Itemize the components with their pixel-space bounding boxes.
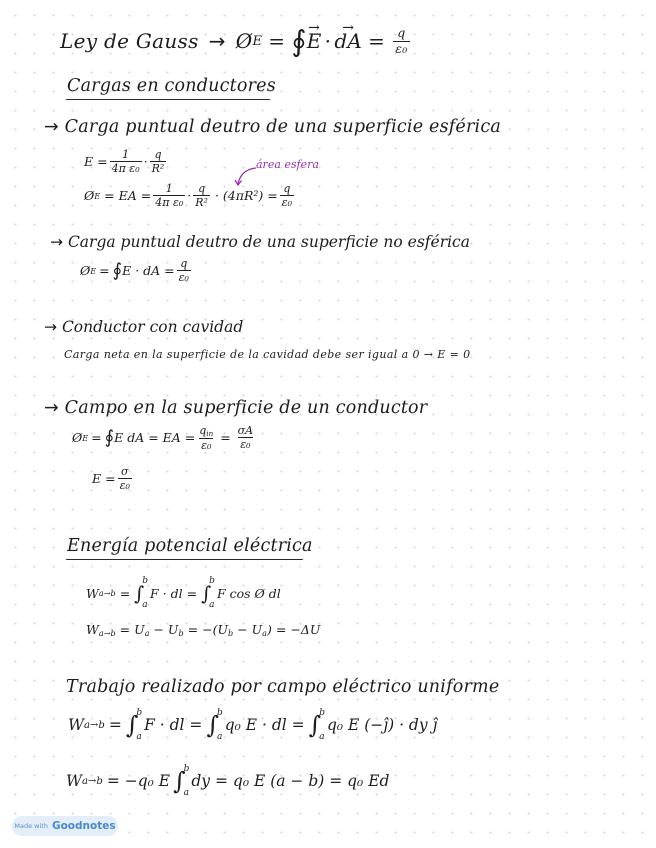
term-neg: = −(U	[187, 622, 228, 637]
flux-subscript: E	[252, 33, 263, 49]
work-subscript: a→b	[98, 628, 116, 639]
integral-icon: ∫	[134, 581, 145, 605]
frac-num: q	[154, 148, 162, 161]
term-ub: − U	[153, 622, 179, 637]
frac-den: ε₀	[240, 438, 251, 452]
frac-den: ε₀	[119, 479, 130, 492]
term-ua: = U	[119, 622, 145, 637]
frac-den: R²	[151, 162, 165, 175]
frac-num: q	[198, 182, 206, 195]
lower-limit: a	[216, 732, 223, 742]
work-symbol: W	[66, 772, 82, 790]
frac-den: ε₀	[178, 271, 189, 284]
qin-subscript: in	[206, 428, 214, 438]
frac-q-eps	[177, 258, 191, 283]
frac-den: ε₀	[281, 196, 293, 209]
underline-energia	[66, 559, 303, 560]
section-title-trabajo: Trabajo realizado por campo eléctrico uniforme	[66, 677, 500, 697]
term-q0e: = −q₀ E	[106, 772, 171, 790]
flux-subscript: E	[90, 265, 97, 276]
badge-prefix: Made with	[14, 822, 48, 830]
upper-limit: b	[142, 576, 149, 586]
integral-icon: ∫	[173, 767, 186, 795]
area-term: · (4πR²) =	[214, 188, 278, 203]
field-formula-esferica	[84, 149, 168, 174]
closed-integral-icon: ∮	[104, 427, 115, 449]
frac-num: σ	[120, 465, 129, 478]
work-subscript: a→b	[83, 719, 105, 731]
section-title-energia: Energía potencial eléctrica	[67, 536, 313, 556]
lower-limit: a	[136, 732, 142, 742]
integrand-2: F cos Ø dl	[216, 585, 281, 601]
equals-sign: =	[91, 430, 102, 446]
trabajo-formula-1	[68, 708, 437, 742]
trabajo-formula-2	[66, 764, 389, 798]
lower-limit: a	[142, 600, 148, 610]
goodnotes-badge[interactable]	[12, 816, 118, 836]
frac-q-r2	[193, 183, 210, 208]
integral-icon-2: ∫	[206, 711, 219, 739]
annotation-area-esfera: área esfera	[256, 158, 319, 171]
dot-operator: ·	[187, 188, 192, 203]
frac-den: R²	[195, 196, 208, 209]
formula-lhs: E =	[84, 154, 108, 169]
flux-subscript: E	[94, 190, 101, 201]
result-expression: dy = q₀ E (a − b) = q₀ Ed	[191, 772, 390, 790]
cavidad-statement: Carga neta en la superficie de la cavidad debe ser igual a 0 → E = 0	[64, 348, 471, 361]
frac-coulomb	[110, 149, 142, 174]
frac-num: q	[199, 424, 207, 437]
frac-num: q	[180, 257, 188, 270]
gauss-title: Ley de Gauss	[60, 29, 199, 53]
bullet-no-esferica	[50, 233, 470, 251]
work-formula-1	[86, 576, 281, 610]
frac-num: σA	[237, 424, 254, 438]
section-title-cargas: Cargas en conductores	[67, 76, 276, 96]
vector-e: → E	[307, 29, 322, 53]
lower-limit: a	[319, 732, 325, 742]
bullet-arrow-icon: →	[50, 233, 63, 251]
frac-coulomb	[153, 183, 185, 208]
upper-limit: b	[183, 764, 190, 774]
bullet-campo-superficie	[44, 398, 427, 418]
frac-sigma-eps	[118, 466, 132, 491]
arrow-icon: →	[208, 29, 226, 53]
flux-symbol: Ø	[80, 263, 91, 278]
lower-limit: a	[183, 788, 189, 798]
flux-formula-superficie	[72, 425, 257, 451]
bullet-esferica	[44, 117, 501, 137]
bullet-arrow-icon: →	[44, 117, 59, 137]
equals-sign: =	[268, 29, 286, 53]
q-over-eps	[393, 27, 409, 55]
closed-integral-icon: ∮	[112, 260, 123, 281]
work-subscript: a→b	[98, 588, 116, 598]
equals-sign-2: =	[368, 29, 386, 53]
upper-limit: b	[209, 576, 215, 586]
frac-den: ε₀	[395, 40, 408, 56]
flux-symbol: Ø	[235, 29, 253, 53]
bullet-cavidad	[44, 318, 243, 336]
integrand-1: F · dl =	[144, 716, 203, 734]
work-subscript: a→b	[81, 775, 103, 787]
frac-num: 1	[165, 182, 173, 195]
formula-lhs: E =	[92, 471, 116, 486]
lower-limit: a	[209, 600, 215, 610]
work-symbol: W	[68, 716, 84, 734]
badge-brand: Goodnotes	[51, 820, 116, 832]
bullet-label: Conductor con cavidad	[61, 318, 244, 336]
term-delta-u: ) = −ΔU	[267, 622, 321, 637]
work-symbol: W	[86, 585, 99, 601]
bullet-label: Carga puntual deutro de una superficie esférica	[64, 117, 501, 137]
upper-limit: b	[319, 708, 325, 718]
integrand-2: q₀ E · dl =	[224, 716, 305, 734]
equals-sign: =	[119, 585, 131, 601]
flux-formula-esferica	[84, 183, 296, 208]
underline-cargas	[66, 99, 270, 100]
integral-icon-2: ∫	[201, 581, 212, 605]
integrand: E dA = EA =	[114, 430, 196, 446]
dot-operator: ·	[324, 29, 332, 53]
bullet-arrow-icon: →	[44, 318, 57, 336]
upper-limit: b	[216, 708, 223, 718]
integral-icon: ∫	[125, 711, 139, 739]
sub-a2: a	[262, 628, 268, 639]
closed-integral-icon: ∮	[291, 24, 307, 58]
equals-sign: =	[108, 716, 122, 734]
gauss-law-header	[60, 24, 412, 58]
field-formula-superficie	[92, 466, 134, 491]
flux-symbol: Ø	[84, 188, 95, 203]
equals-sign: =	[99, 263, 110, 278]
frac-q-r2	[150, 149, 167, 174]
sub-a: a	[144, 628, 150, 639]
flux-formula-no-esferica	[80, 258, 193, 283]
bullet-arrow-icon: →	[44, 398, 59, 418]
bullet-label: Campo en la superficie de un conductor	[64, 398, 428, 418]
formula-mid: = EA =	[104, 188, 152, 203]
integrand-3: q₀ E (−ĵ) · dy ĵ	[326, 716, 438, 734]
equals-sign-2: =	[220, 430, 231, 446]
frac-sigma-a	[236, 425, 255, 450]
integrand: E · dA =	[122, 263, 175, 278]
bullet-label: Carga puntual deutro de una superficie no esférica	[67, 233, 470, 251]
frac-den: 4π ε₀	[155, 196, 184, 209]
integral-icon-3: ∫	[308, 711, 322, 739]
work-formula-2	[86, 622, 320, 638]
work-symbol: W	[86, 622, 99, 637]
frac-num: 1	[122, 148, 130, 161]
sub-b2: b	[228, 628, 234, 639]
frac-num: q	[283, 182, 291, 195]
sub-b: b	[178, 628, 184, 639]
frac-den: ε₀	[201, 438, 212, 452]
integrand: F · dl =	[150, 585, 198, 601]
vector-da: → dA	[334, 29, 362, 53]
frac-qin-eps	[197, 425, 215, 451]
term-ua2: − U	[237, 622, 263, 637]
upper-limit: b	[136, 708, 143, 718]
dot-operator: ·	[143, 154, 148, 169]
frac-den: 4π ε₀	[111, 162, 140, 175]
flux-subscript: E	[82, 432, 89, 443]
frac-num: q	[397, 25, 406, 40]
flux-symbol: Ø	[72, 430, 83, 446]
frac-q-eps	[280, 183, 294, 208]
